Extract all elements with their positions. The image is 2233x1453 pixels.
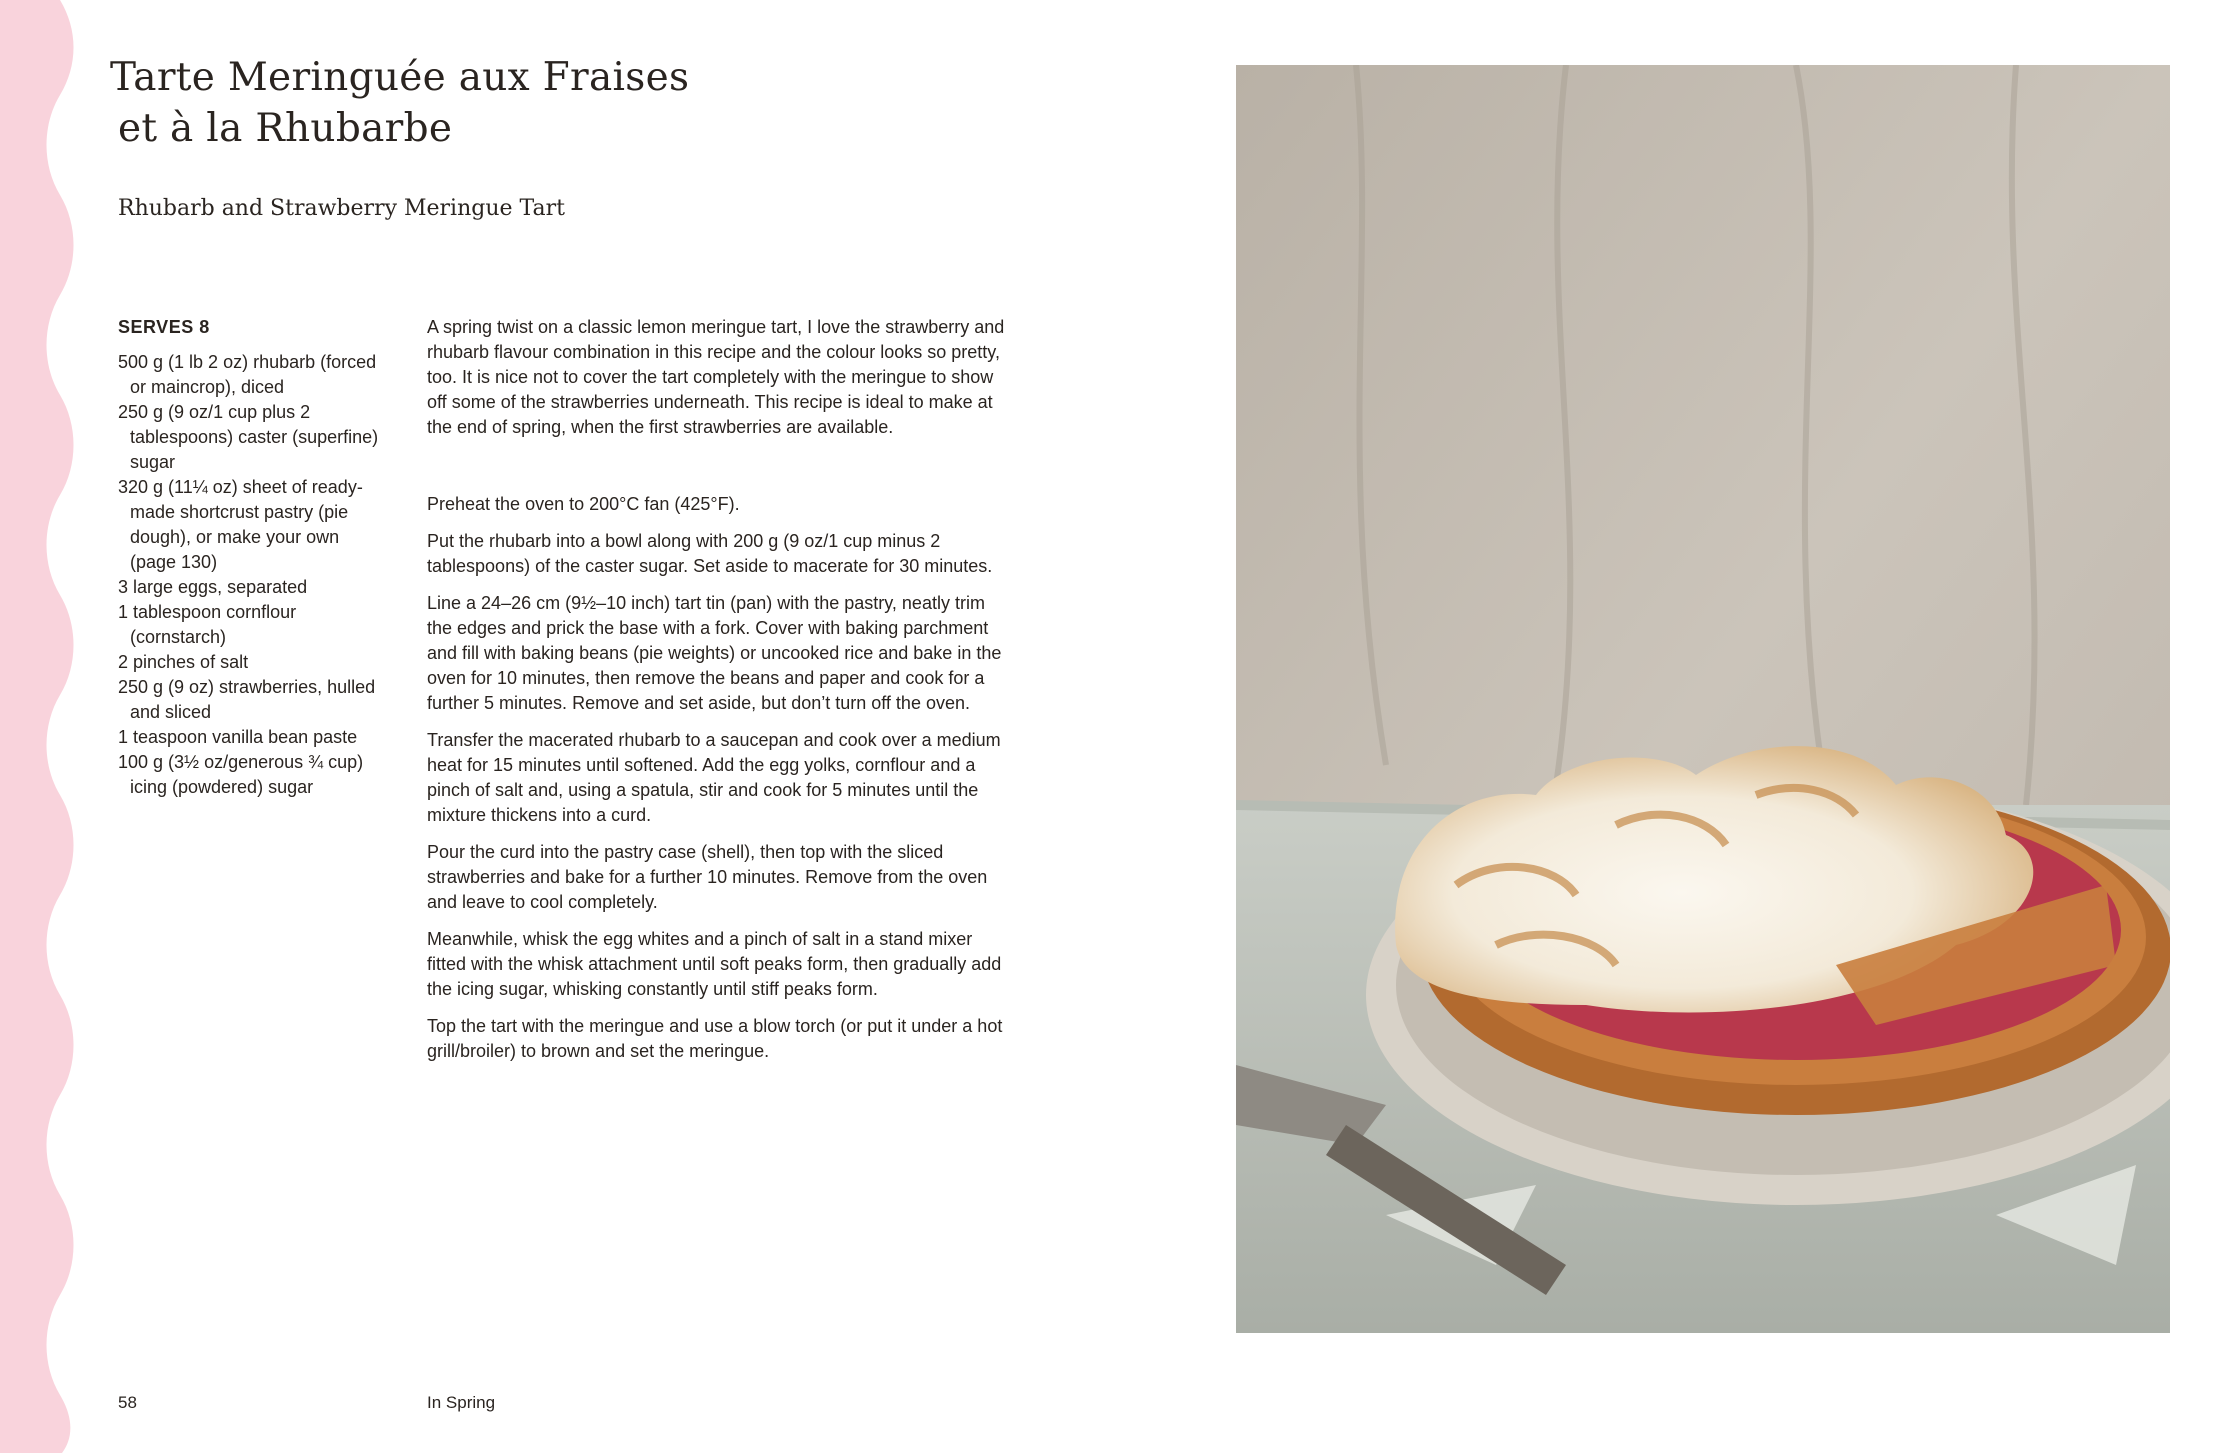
- ingredient-item: 500 g (1 lb 2 oz) rhubarb (forced or maincrop), diced: [118, 352, 377, 397]
- method-step: Top the tart with the meringue and use a blow torch (or put it under a hot grill/broiler) to brown and set the meringue.: [427, 1016, 1003, 1061]
- ingredient-item: 100 g (3½ oz/generous ¾ cup) icing (powdered) sugar: [118, 752, 364, 797]
- method-column: [427, 315, 1012, 1076]
- ingredient-item: 2 pinches of salt: [118, 652, 249, 672]
- recipe-subtitle: Rhubarb and Strawberry Meringue Tart: [118, 196, 565, 221]
- page-number: 58: [118, 1393, 137, 1412]
- ingredient-item: 250 g (9 oz/1 cup plus 2 tablespoons) caster (superfine) sugar: [118, 402, 379, 472]
- method-step: Meanwhile, whisk the egg whites and a pinch of salt in a stand mixer fitted with the whisk attachment until soft peaks form, then gradually add the icing sugar, whisking constantly until stiff peaks form.: [427, 929, 1002, 999]
- ingredient-item: 250 g (9 oz) strawberries, hulled and sliced: [118, 677, 376, 722]
- recipe-intro: A spring twist on a classic lemon meringue tart, I love the strawberry and rhubarb flavour combination in this recipe and the colour looks so pretty, too. It is nice not to cover the tart completely with the meringue to show off some of the strawberries underneath. This recipe is ideal to make at the end of spring, when the first strawberries are available.: [427, 317, 1005, 437]
- ingredient-item: 1 teaspoon vanilla bean paste: [118, 727, 358, 747]
- ingredient-item: 1 tablespoon cornflour (cornstarch): [118, 602, 297, 647]
- method-step: Preheat the oven to 200°C fan (425°F).: [427, 494, 740, 514]
- recipe-title-line-2: et à la Rhubarbe: [118, 106, 453, 151]
- pink-wave-border: [0, 0, 80, 1453]
- ingredient-item: 320 g (11¼ oz) sheet of ready-made shortcrust pastry (pie dough), or make your own (page 130): [118, 477, 363, 572]
- ingredient-item: 3 large eggs, separated: [118, 577, 308, 597]
- recipe-title: [110, 52, 750, 154]
- method-step: Transfer the macerated rhubarb to a saucepan and cook over a medium heat for 15 minutes until softened. Add the egg yolks, cornflour and a pinch of salt and, using a spatula, stir and cook for 5 minutes until the mixture thickens into a curd.: [427, 730, 1001, 825]
- tart-photo: [1236, 65, 2170, 1333]
- method-step: Pour the curd into the pastry case (shell), then top with the sliced strawberries and bake for a further 10 minutes. Remove from the oven and leave to cool completely.: [427, 842, 988, 912]
- serves-label: SERVES 8: [118, 317, 210, 337]
- method-step: Line a 24–26 cm (9½–10 inch) tart tin (pan) with the pastry, neatly trim the edges and prick the base with a fork. Cover with baking parchment and fill with baking beans (pie weights) or uncooked rice and bake in the oven for 10 minutes, then remove the beans and paper and cook for a further 5 minutes. Remove and set aside, but don’t turn off the oven.: [427, 593, 1002, 713]
- ingredients-list: [118, 315, 388, 800]
- section-name: In Spring: [427, 1393, 496, 1412]
- method-step: Put the rhubarb into a bowl along with 200 g (9 oz/1 cup minus 2 tablespoons) of the caster sugar. Set aside to macerate for 30 minutes.: [427, 531, 993, 576]
- recipe-title-line-1: Tarte Meringuée aux Fraises: [110, 55, 690, 100]
